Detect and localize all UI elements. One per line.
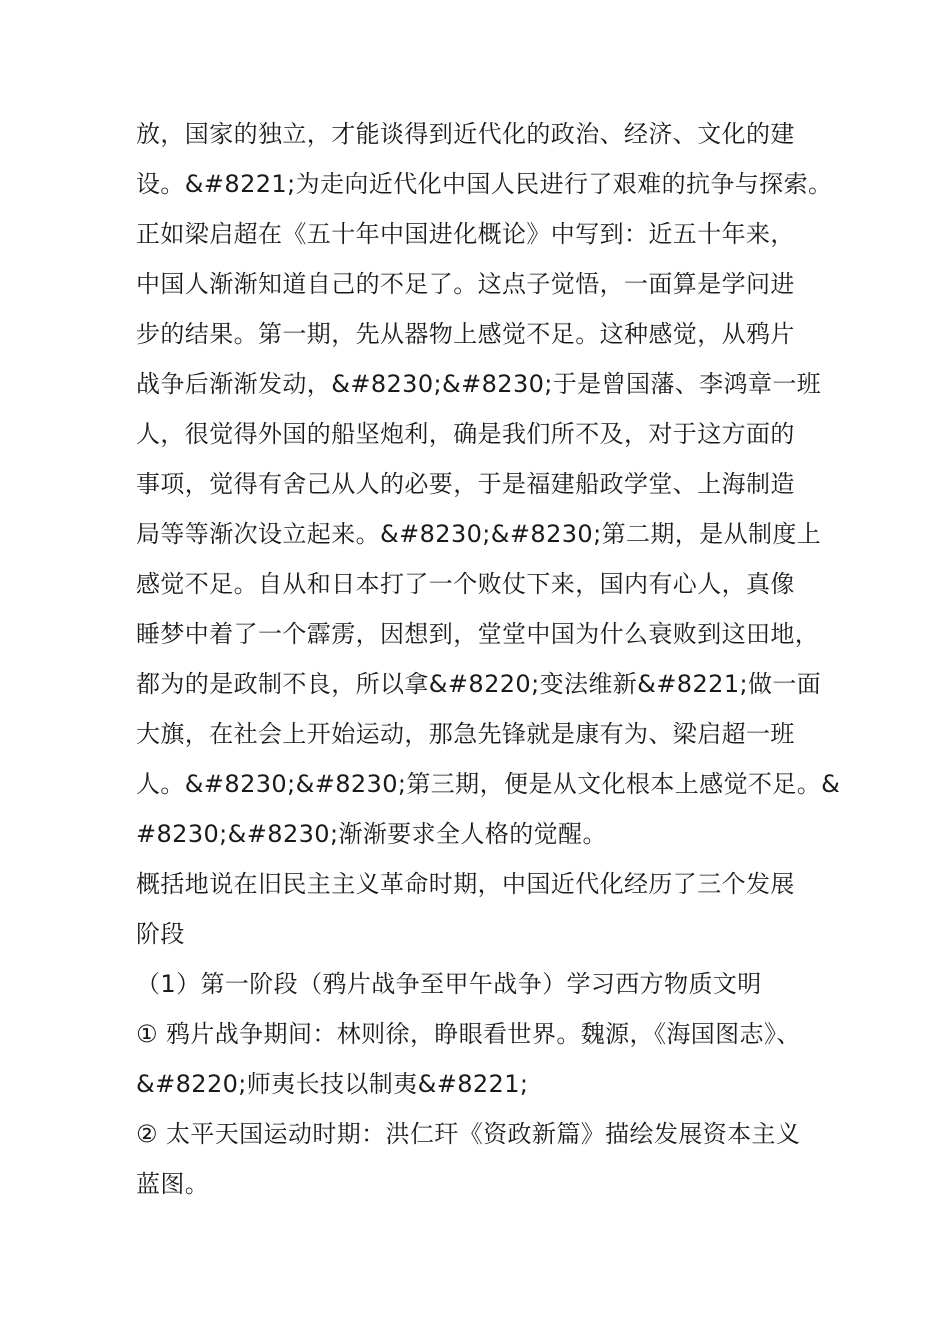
list-item: ① 鸦片战争期间：林则徐，睁眼看世界。魏源，《海国图志》、 bbox=[136, 1020, 801, 1048]
paragraph-line: 人。&#8230;&#8230;第三期，便是从文化根本上感觉不足。& bbox=[136, 770, 841, 798]
list-item: ② 太平天国运动时期：洪仁玕《资政新篇》描绘发展资本主义 bbox=[136, 1120, 801, 1148]
paragraph-line: 设。&#8221;为走向近代化中国人民进行了艰难的抗争与探索。 bbox=[136, 170, 833, 198]
paragraph-line: 步的结果。第一期，先从器物上感觉不足。这种感觉，从鸦片 bbox=[136, 320, 795, 348]
paragraph-line: 阶段 bbox=[136, 920, 185, 948]
paragraph-line: 人，很觉得外国的船坚炮利，确是我们所不及，对于这方面的 bbox=[136, 420, 795, 448]
paragraph-line: #8230;&#8230;渐渐要求全人格的觉醒。 bbox=[136, 820, 607, 848]
paragraph-line: 放，国家的独立，才能谈得到近代化的政治、经济、文化的建 bbox=[136, 120, 795, 148]
paragraph-line: 大旗，在社会上开始运动，那急先锋就是康有为、梁启超一班 bbox=[136, 720, 795, 748]
section-heading: （1）第一阶段（鸦片战争至甲午战争）学习西方物质文明 bbox=[136, 970, 762, 998]
paragraph-line: 局等等渐次设立起来。&#8230;&#8230;第二期，是从制度上 bbox=[136, 520, 822, 548]
paragraph-line: 战争后渐渐发动，&#8230;&#8230;于是曾国藩、李鸿章一班 bbox=[136, 370, 822, 398]
paragraph-line: 都为的是政制不良，所以拿&#8220;变法维新&#8221;做一面 bbox=[136, 670, 822, 698]
list-item-continuation: &#8220;师夷长技以制夷&#8221; bbox=[136, 1070, 529, 1098]
paragraph-line: 正如梁启超在《五十年中国进化概论》中写到：近五十年来， bbox=[136, 220, 795, 248]
paragraph-line: 概括地说在旧民主主义革命时期，中国近代化经历了三个发展 bbox=[136, 870, 795, 898]
paragraph-line: 感觉不足。自从和日本打了一个败仗下来，国内有心人，真像 bbox=[136, 570, 795, 598]
list-item-continuation: 蓝图。 bbox=[136, 1170, 210, 1198]
paragraph-line: 睡梦中着了一个霹雳，因想到，堂堂中国为什么衰败到这田地， bbox=[136, 620, 820, 648]
paragraph-line: 事项，觉得有舍己从人的必要，于是福建船政学堂、上海制造 bbox=[136, 470, 795, 498]
paragraph-line: 中国人渐渐知道自己的不足了。这点子觉悟，一面算是学问进 bbox=[136, 270, 795, 298]
